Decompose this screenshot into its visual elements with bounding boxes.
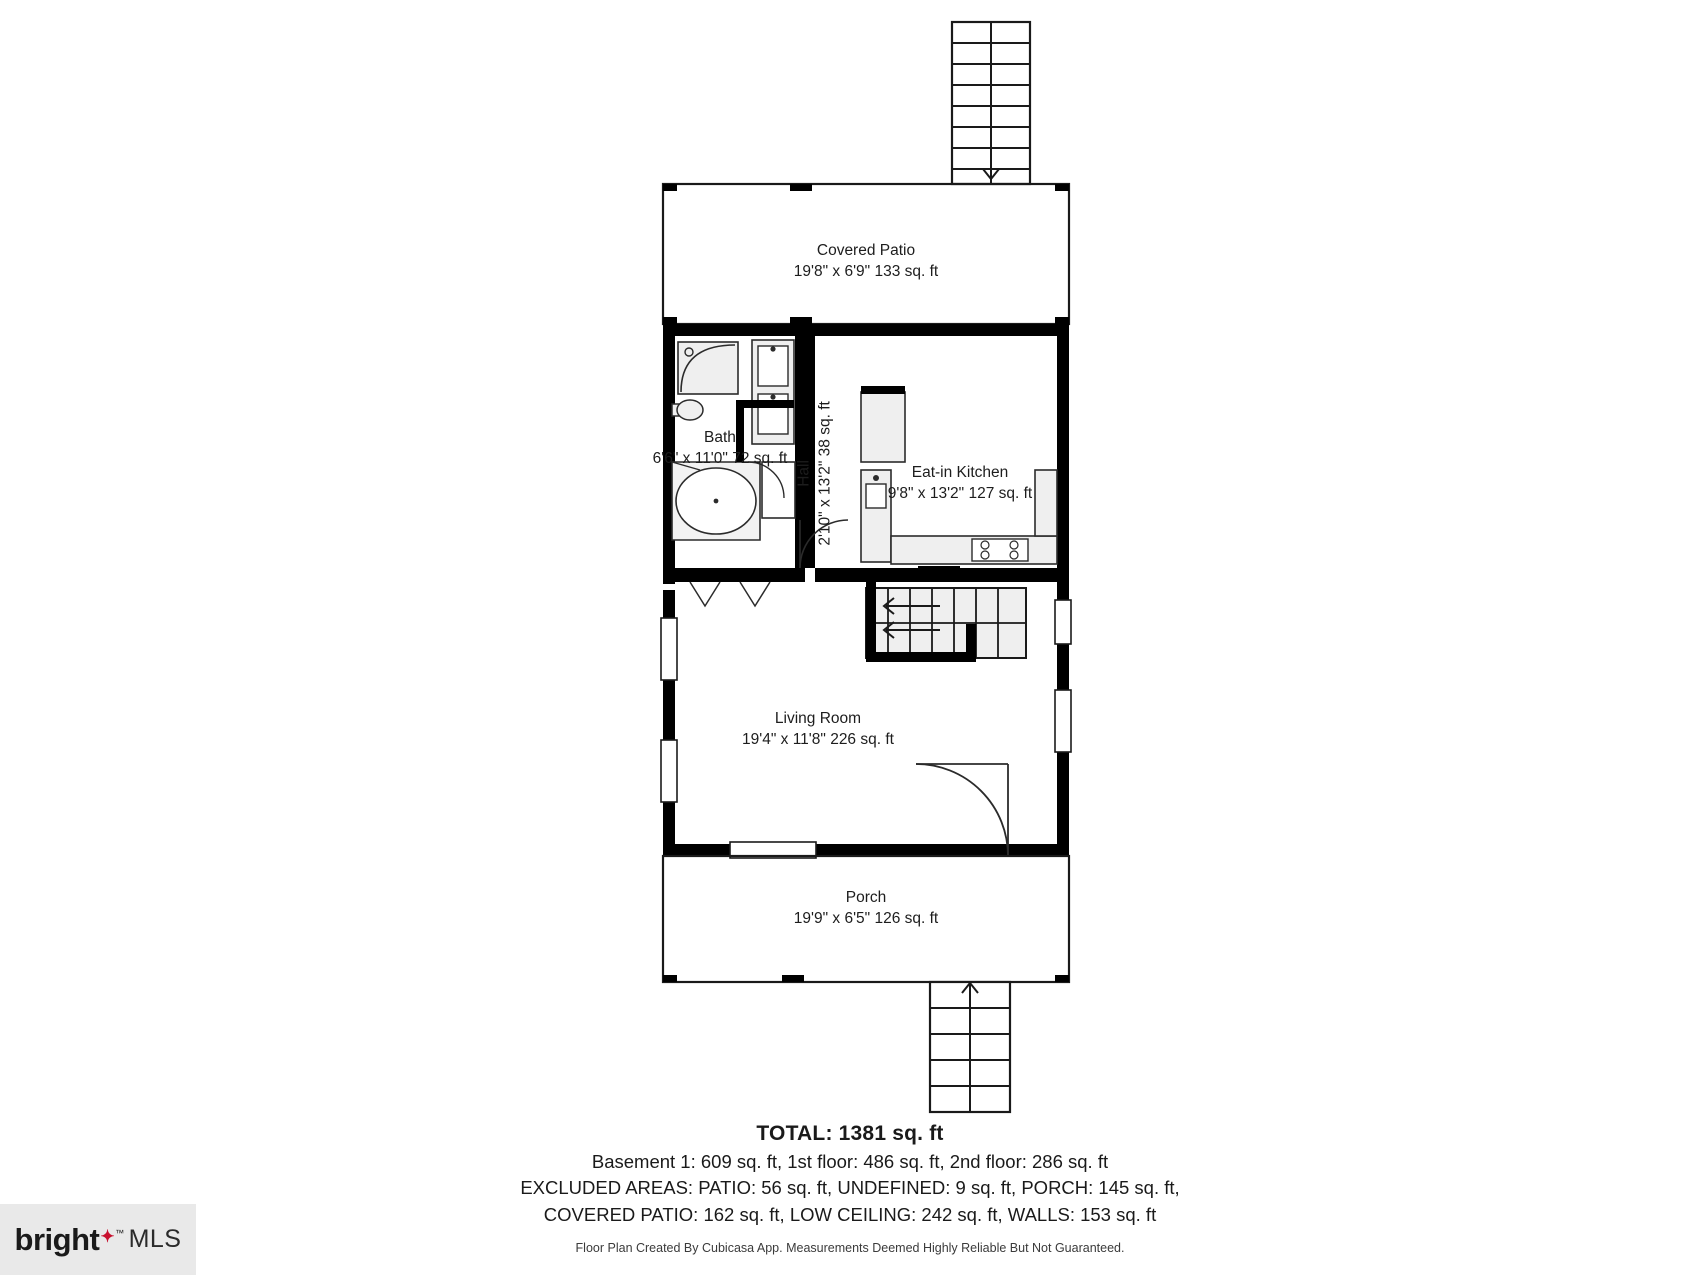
total-area: TOTAL: 1381 sq. ft (756, 1122, 944, 1145)
room-label-porch (668, 888, 1064, 930)
plan-geometry (661, 22, 1071, 1112)
bright-mls-logo (0, 1204, 196, 1275)
room-dimensions: 9'8" x 13'2" 127 sq. ft (887, 484, 1033, 502)
room-dimensions: 19'4" x 11'8" 226 sq. ft (742, 730, 894, 748)
summary-line-floors: Basement 1: 609 sq. ft, 1st floor: 486 sq. ft, 2nd floor: 286 sq. ft (591, 1151, 1109, 1172)
room-label-bath (620, 428, 820, 470)
room-label-living-room (653, 709, 983, 751)
room-label-covered-patio (668, 241, 1064, 283)
area-summary (0, 1122, 1700, 1255)
logo-suffix-text: MLS (128, 1225, 182, 1253)
room-name: Covered Patio (816, 242, 916, 259)
room-name: Living Room (774, 710, 862, 727)
front-exterior-stair (930, 982, 1010, 1112)
interior-stair (866, 582, 1026, 662)
room-name: Hall (795, 460, 813, 487)
logo-star-icon: ✦ (100, 1226, 115, 1246)
cooktop (972, 539, 1028, 561)
room-name: Bath (704, 429, 736, 446)
toilet-fixture (672, 400, 703, 420)
entry-door-swing (916, 764, 1008, 856)
room-dimensions: 19'8" x 6'9" 133 sq. ft (793, 262, 939, 280)
logo-brand-text: bright (14, 1221, 100, 1257)
summary-line-excluded-2: COVERED PATIO: 162 sq. ft, LOW CEILING: 242 sq. ft, WALLS: 153 sq. ft (543, 1203, 1157, 1225)
room-dimensions: 6'6" x 11'0" 72 sq. ft (652, 449, 788, 467)
room-label-hall (794, 323, 837, 623)
rear-exterior-stair (952, 22, 1030, 184)
room-name: Eat-in Kitchen (911, 464, 1009, 481)
logo-wordmark (15, 1222, 122, 1258)
plan-credit: Floor Plan Created By Cubicasa App. Measurements Deemed Highly Reliable But Not Guaranteed. (575, 1240, 1125, 1255)
summary-line-excluded-1: EXCLUDED AREAS: PATIO: 56 sq. ft, UNDEFINED: 9 sq. ft, PORCH: 145 sq. ft, (520, 1177, 1180, 1199)
room-name: Porch (845, 889, 887, 906)
room-dimensions: 19'9" x 6'5" 126 sq. ft (793, 909, 939, 927)
bathtub-fixture (672, 462, 760, 540)
room-label-eat-in-kitchen (845, 463, 1075, 505)
logo-trademark: ™ (115, 1227, 124, 1238)
room-dimensions: 2'10" x 13'2" 38 sq. ft (816, 401, 834, 546)
